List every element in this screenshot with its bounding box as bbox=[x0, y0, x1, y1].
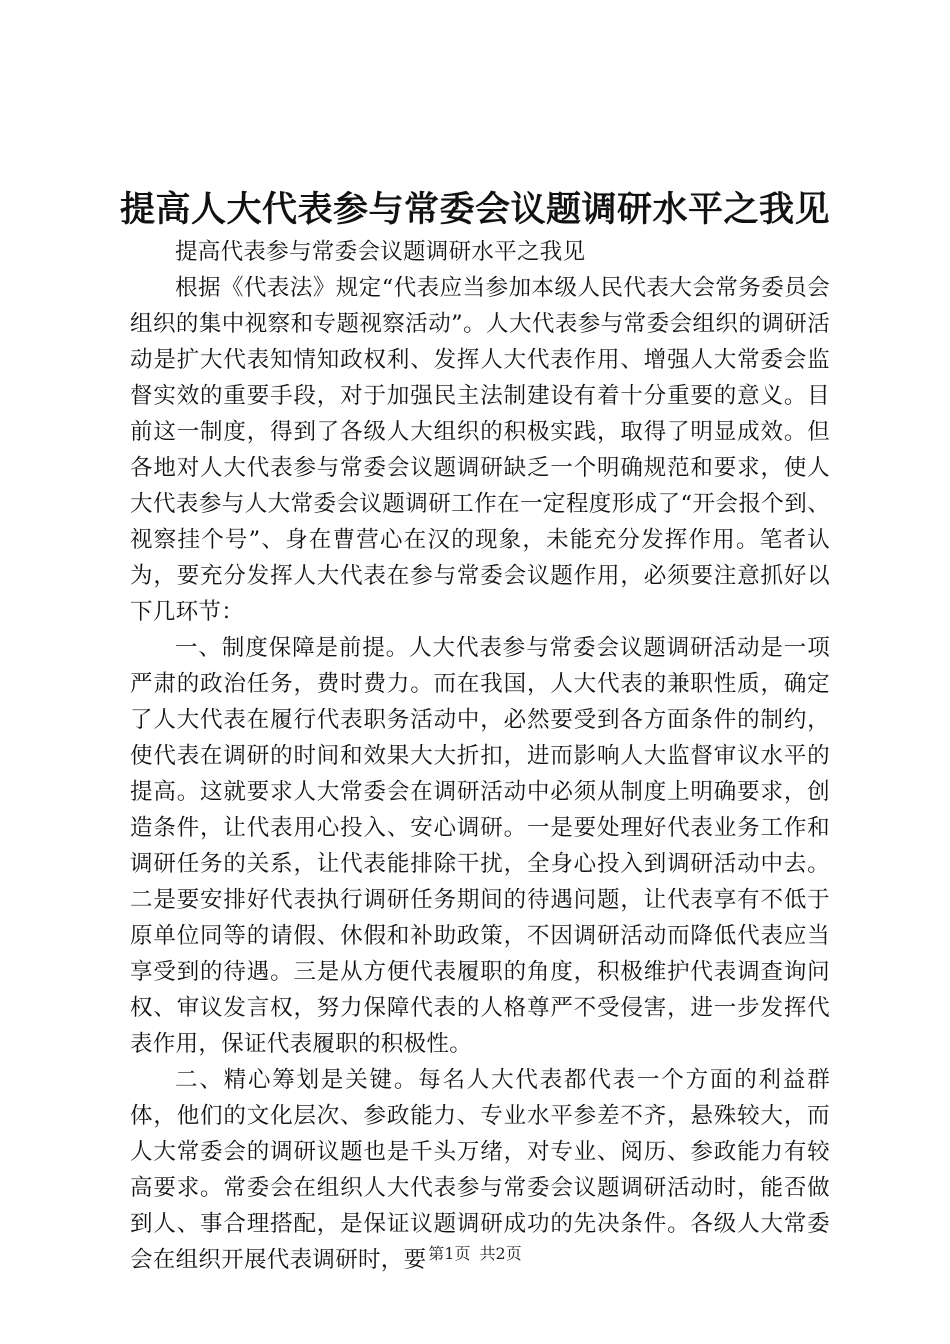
body-paragraph: 一、制度保障是前提。人大代表参与常委会议题调研活动是一项严肃的政治任务，费时费力。而在我国，人大代表的兼职性质，确定了人大代表在履行代表职务活动中，必然要受到各方面条件的制约，使代表在调研的时间和效果大大折扣，进而影响人大监督审议水平的提高。这就要求人大常委会在调研活动中必须从制度上明确要求，创造条件，让代表用心投入、安心调研。一是要处理好代表业务工作和调研任务的关系，让代表能排除干扰，全身心投入到调研活动中去。二是要安排好代表执行调研任务期间的待遇问题，让代表享有不低于原单位同等的请假、休假和补助政策，不因调研活动而降低代表应当享受到的待遇。三是从方便代表履职的角度，积极维护代表调查询问权、审议发言权，努力保障代表的人格尊严不受侵害，进一步发挥代表作用，保证代表履职的积极性。 bbox=[130, 635, 830, 1057]
document-title: 提高人大代表参与常委会议题调研水平之我见 bbox=[119, 189, 830, 230]
page-footer bbox=[0, 1244, 950, 1264]
page-total: 共2页 bbox=[479, 1244, 522, 1263]
subtitle-paragraph: 提高代表参与常委会议题调研水平之我见 bbox=[175, 239, 586, 265]
body-paragraph: 根据《代表法》规定“代表应当参加本级人民代表大会常务委员会组织的集中视察和专题视察活动”。人大代表参与常委会组织的调研活动是扩大代表知情知政权利、发挥人大代表作用、增强人大常委会监督实效的重要手段，对于加强民主法制建设有着十分重要的意义。目前这一制度，得到了各级人大组织的积极实践，取得了明显成效。但各地对人大代表参与常委会议题调研缺乏一个明确规范和要求，使人大代表参与人大常委会议题调研工作在一定程度形成了“开会报个到、视察挂个号”、身在曹营心在汉的现象，未能充分发挥作用。笔者认为，要充分发挥人大代表在参与常委会议题作用，必须要注意抓好以下几环节： bbox=[130, 275, 830, 625]
body-paragraph: 二、精心筹划是关键。每名人大代表都代表一个方面的利益群体，他们的文化层次、参政能力、专业水平参差不齐，悬殊较大，而人大常委会的调研议题也是千头万绪，对专业、阅历、参政能力有较高要求。常委会在组织人大代表参与常委会议题调研活动时，能否做到人、事合理搭配，是保证议题调研成功的先决条件。各级人大常委会在组织开展代表调研时，要 bbox=[130, 1067, 830, 1273]
page-number: 第1页 bbox=[428, 1244, 471, 1263]
document-body bbox=[130, 234, 830, 1278]
